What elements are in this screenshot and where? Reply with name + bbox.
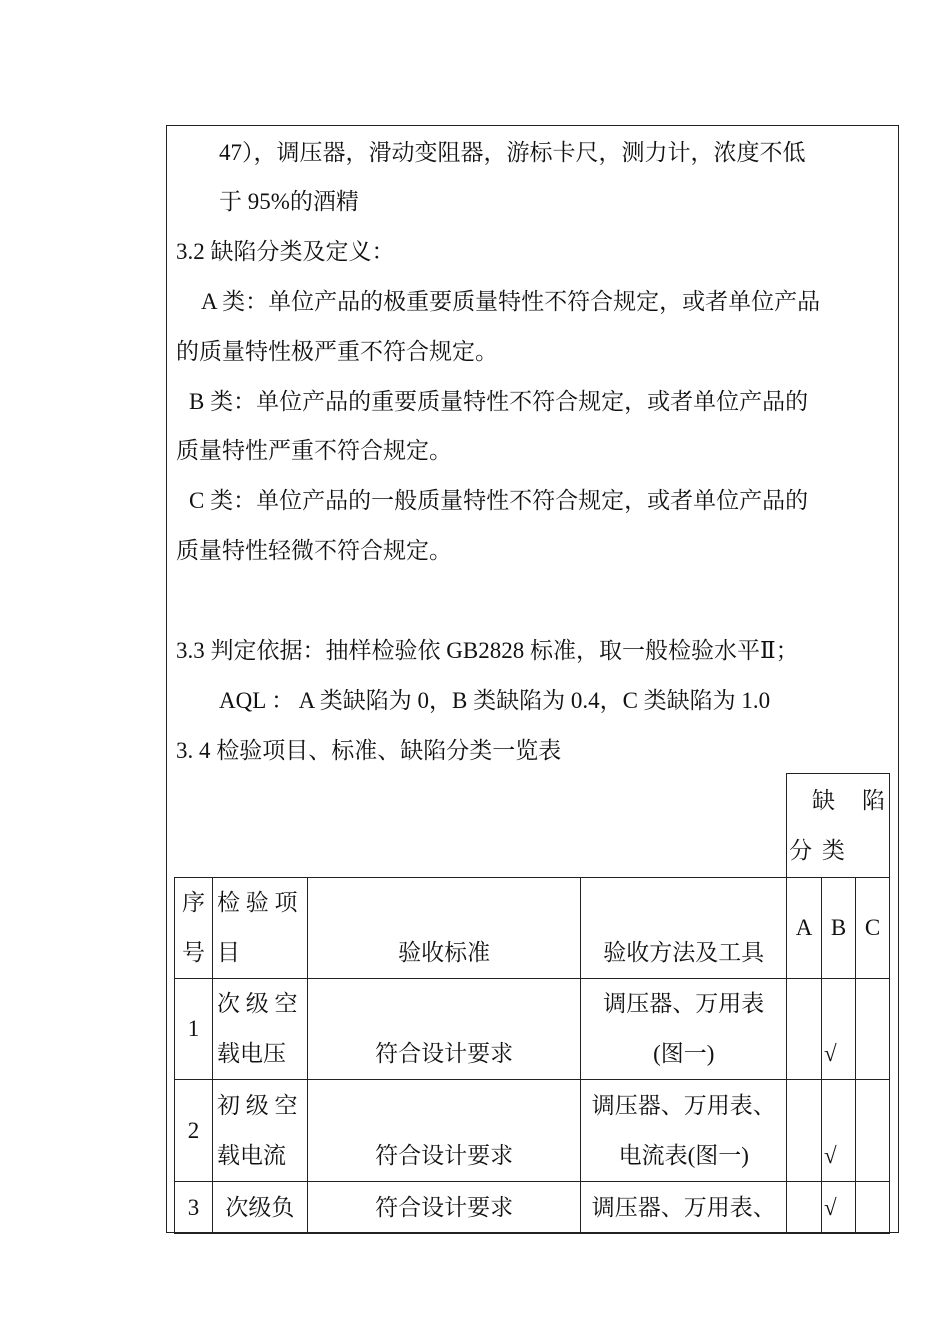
row-class-b: √ xyxy=(822,1080,856,1182)
table-row xyxy=(175,1080,890,1182)
row-class-a xyxy=(787,1080,822,1182)
row-standard: 符合设计要求 xyxy=(307,1182,581,1234)
row-standard: 符合设计要求 xyxy=(307,979,581,1080)
row-serial-no: 2 xyxy=(175,1080,213,1182)
row-method: 调压器、万用表 (图一) xyxy=(581,979,787,1080)
section-3-3-line-2: AQL ： A 类缺陷为 0，B 类缺陷为 0.4，C 类缺陷为 1.0 xyxy=(219,688,771,713)
row-class-c xyxy=(856,1080,890,1182)
header-class-b: B xyxy=(822,878,856,979)
inspection-table xyxy=(174,773,890,1234)
row-class-a xyxy=(787,979,822,1080)
table-row xyxy=(175,1182,890,1234)
section-3-3-line-1: 3.3 判定依据：抽样检验依 GB2828 标准，取一般检验水平Ⅱ； xyxy=(176,638,799,663)
row-serial-no: 1 xyxy=(175,979,213,1080)
header-inspection-item: 检 验 项 目 xyxy=(212,878,307,979)
continued-text-line-1: 47），调压器，滑动变阻器，游标卡尺，测力计，浓度不低 xyxy=(219,140,806,165)
continued-text-line-2: 于 95%的酒精 xyxy=(219,189,359,214)
row-method: 调压器、万用表、 xyxy=(581,1182,787,1234)
row-class-c xyxy=(856,979,890,1080)
row-inspection-item: 次 级 空 载电压 xyxy=(212,979,307,1080)
section-3-2-title: 3.2 缺陷分类及定义： xyxy=(176,239,395,264)
section-3-4-title: 3. 4 检验项目、标准、缺陷分类一览表 xyxy=(176,738,562,763)
row-serial-no: 3 xyxy=(175,1182,213,1234)
row-inspection-item: 次级负 xyxy=(212,1182,307,1234)
header-serial-no: 序 号 xyxy=(175,878,213,979)
class-a-line-1: A 类：单位产品的极重要质量特性不符合规定，或者单位产品 xyxy=(201,289,821,314)
header-class-c: C xyxy=(856,878,890,979)
table-row xyxy=(175,979,890,1080)
row-class-c xyxy=(856,1182,890,1234)
header-acceptance-standard: 验收标准 xyxy=(307,878,581,979)
row-inspection-item: 初 级 空 载电流 xyxy=(212,1080,307,1182)
defect-class-header: 缺 陷 分 类 xyxy=(787,774,890,878)
header-class-a: A xyxy=(787,878,822,979)
class-b-line-1: B 类：单位产品的重要质量特性不符合规定，或者单位产品的 xyxy=(189,389,809,414)
row-class-b: √ xyxy=(822,979,856,1080)
class-b-line-2: 质量特性严重不符合规定。 xyxy=(176,438,452,463)
class-c-line-2: 质量特性轻微不符合规定。 xyxy=(176,538,452,563)
table-blank-header xyxy=(175,774,787,878)
class-a-line-2: 的质量特性极严重不符合规定。 xyxy=(176,339,498,364)
class-c-line-1: C 类：单位产品的一般质量特性不符合规定，或者单位产品的 xyxy=(189,488,809,513)
row-standard: 符合设计要求 xyxy=(307,1080,581,1182)
row-class-a xyxy=(787,1182,822,1234)
row-class-b: √ xyxy=(822,1182,856,1234)
row-method: 调压器、万用表、 电流表(图一) xyxy=(581,1080,787,1182)
header-acceptance-method: 验收方法及工具 xyxy=(581,878,787,979)
